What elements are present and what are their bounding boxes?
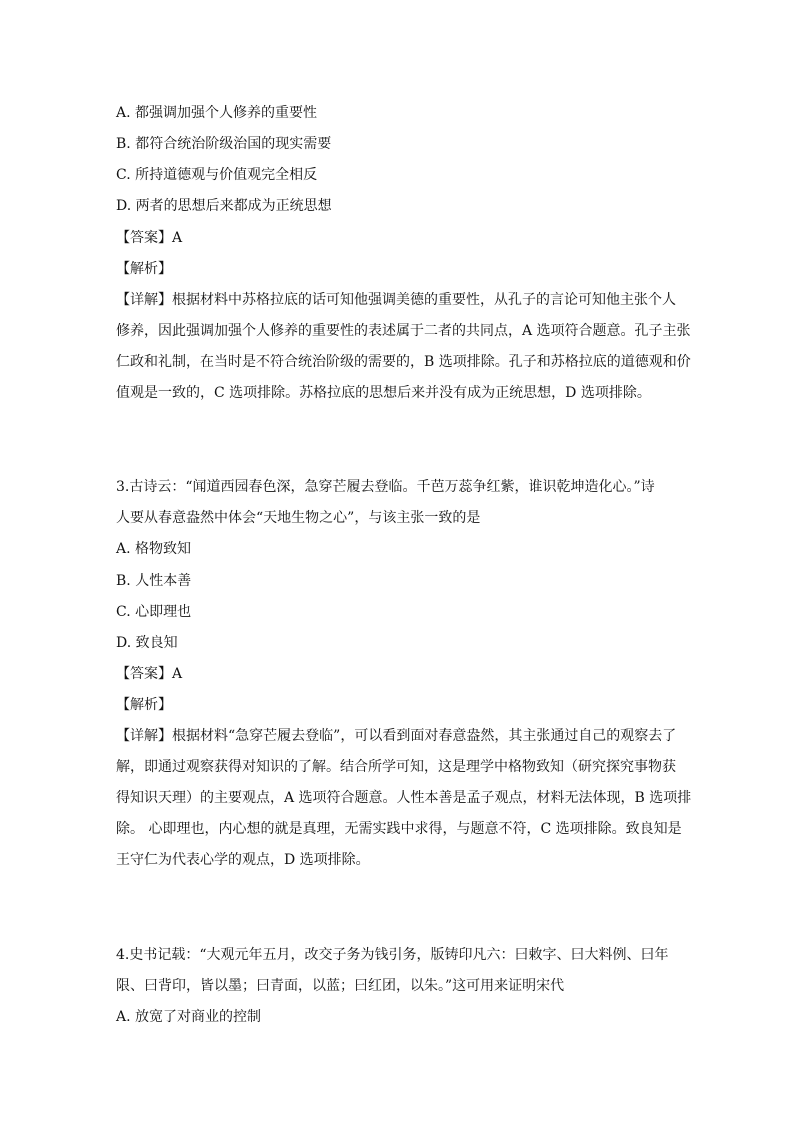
q3-option-c: C. 心即理也	[116, 604, 192, 620]
q3-answer: 【答案】A	[116, 666, 183, 682]
q2-detail-line-4: 值观是一致的，C 选项排除。苏格拉底的思想后来并没有成为正统思想，D 选项排除。	[116, 385, 651, 401]
q3-detail-line-1: 【详解】根据材料“急穿芒履去登临”，可以看到面对春意盎然，其主张通过自己的观察去了	[116, 728, 677, 744]
q3-stem-line-1: 3.古诗云：“闻道西园春色深，急穿芒履去登临。千芭万蕊争红紫，谁识乾坤造化心。”诗	[116, 479, 655, 495]
q4-stem-line-1: 4.史书记载：“大观元年五月，改交子务为钱引务，版铸印凡六：曰敕字、曰大料例、曰年	[116, 947, 669, 963]
q3-detail-line-5: 王守仁为代表心学的观点，D 选项排除。	[116, 852, 370, 868]
q3-option-d: D. 致良知	[116, 635, 178, 651]
q4-stem-line-2: 限、曰背印，皆以墨；曰青面，以蓝；曰红团，以朱。”这可用来证明宋代	[116, 978, 565, 994]
q3-option-b: B. 人性本善	[116, 573, 192, 589]
q2-answer: 【答案】A	[116, 230, 183, 246]
q2-option-b: B. 都符合统治阶级治国的现实需要	[116, 136, 332, 152]
q2-option-a: A. 都强调加强个人修养的重要性	[116, 105, 318, 121]
q3-detail-line-3: 得知识天理）的主要观点，A 选项符合题意。人性本善是孟子观点，材料无法体现，B 选项排	[116, 790, 692, 806]
q2-option-c: C. 所持道德观与价值观完全相反	[116, 167, 318, 183]
q2-detail-line-1: 【详解】根据材料中苏格拉底的话可知他强调美德的重要性，从孔子的言论可知他主张个人	[116, 292, 676, 308]
q3-stem-line-2: 人要从春意盎然中体会“天地生物之心”，与该主张一致的是	[116, 510, 481, 526]
q2-analysis-label: 【解析】	[116, 261, 172, 277]
q3-analysis-label: 【解析】	[116, 697, 172, 713]
q2-detail-line-3: 仁政和礼制，在当时是不符合统治阶级的需要的，B 选项排除。孔子和苏格拉底的道德观和价	[116, 354, 691, 370]
q3-detail-line-2: 解，即通过观察获得对知识的了解。结合所学可知，这是理学中格物致知（研究探究事物获	[116, 759, 676, 775]
q2-detail-line-2: 修养，因此强调加强个人修养的重要性的表述属于二者的共同点，A 选项符合题意。孔子主张	[116, 323, 691, 339]
q3-detail-line-4: 除。 心即理也，内心想的就是真理，无需实践中求得，与题意不符，C 选项排除。致良知是	[116, 821, 682, 837]
q2-option-d: D. 两者的思想后来都成为正统思想	[116, 198, 332, 214]
q4-option-a: A. 放宽了对商业的控制	[116, 1009, 262, 1025]
q3-option-a: A. 格物致知	[116, 541, 192, 557]
